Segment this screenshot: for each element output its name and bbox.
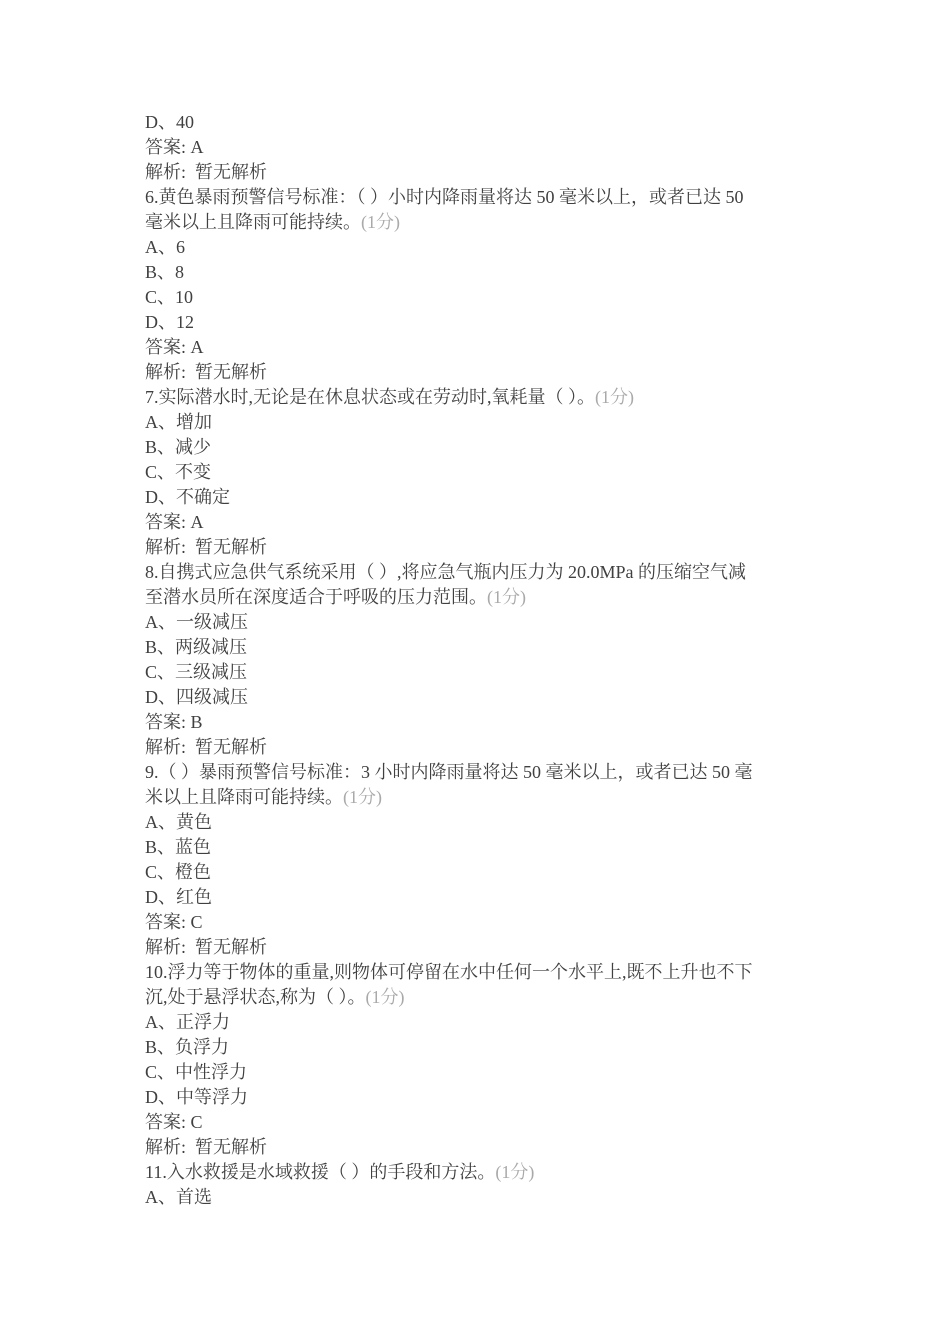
score-label: (1分) <box>487 587 526 607</box>
stem-text: 米以上且降雨可能持续。 <box>145 787 343 807</box>
score-label: (1分) <box>365 987 405 1007</box>
analysis-line: 解析: 暂无解析 <box>145 537 268 557</box>
option-line: D、中等浮力 <box>145 1087 248 1107</box>
stem-text: 9.（ ）暴雨预警信号标准：3 小时内降雨量将达 50 毫米以上，或者已达 50 毫 <box>145 762 753 782</box>
analysis-line: 解析: 暂无解析 <box>145 162 268 182</box>
option-line: D、四级减压 <box>145 687 248 707</box>
question-block-10 <box>145 960 835 1160</box>
question-stem-wrap <box>145 210 835 235</box>
stem-text: 11.入水救援是水域救援（ ）的手段和方法。 <box>145 1162 496 1182</box>
analysis-line: 解析: 暂无解析 <box>145 1137 268 1157</box>
question-block-8 <box>145 560 835 760</box>
stem-text: 至潜水员所在深度适合于呼吸的压力范围。 <box>145 587 487 607</box>
answer-line: 答案: B <box>145 712 203 732</box>
score-label: (1分) <box>595 387 634 407</box>
option-line: B、8 <box>145 262 185 282</box>
option-line: A、增加 <box>145 412 212 432</box>
option-line: A、首选 <box>145 1187 212 1207</box>
stem-text: 7.实际潜水时,无论是在休息状态或在劳动时,氧耗量（ ）。 <box>145 387 595 407</box>
question-stem-wrap <box>145 785 835 810</box>
score-label: (1分) <box>361 212 400 232</box>
option-line: A、一级减压 <box>145 612 248 632</box>
option-line: C、三级减压 <box>145 662 248 682</box>
question-stem <box>145 385 835 410</box>
question-block-11 <box>145 1160 835 1210</box>
option-line: A、6 <box>145 237 185 257</box>
option-line: B、蓝色 <box>145 837 212 857</box>
question-stem-wrap <box>145 985 835 1010</box>
answer-line: 答案: A <box>145 512 204 532</box>
option-line: D、不确定 <box>145 487 230 507</box>
stem-text: 10.浮力等于物体的重量,则物体可停留在水中任何一个水平上,既不上升也不下 <box>145 962 753 982</box>
option-line: B、负浮力 <box>145 1037 230 1057</box>
option-line: B、减少 <box>145 437 212 457</box>
analysis-line: 解析: 暂无解析 <box>145 937 268 957</box>
answer-line: 答案: C <box>145 1112 203 1132</box>
answer-line: 答案: A <box>145 137 204 157</box>
question-stem <box>145 560 835 585</box>
option-line: C、不变 <box>145 462 212 482</box>
score-label: (1分) <box>343 787 382 807</box>
question-stem <box>145 185 835 210</box>
question-block-7 <box>145 385 835 560</box>
option-line: D、12 <box>145 312 194 332</box>
option-line: A、正浮力 <box>145 1012 230 1032</box>
option-line: D、40 <box>145 112 194 132</box>
document-page <box>145 110 835 1210</box>
question-stem <box>145 1160 835 1185</box>
stem-text: 沉,处于悬浮状态,称为（ ）。 <box>145 987 366 1007</box>
answer-line: 答案: C <box>145 912 203 932</box>
option-line: A、黄色 <box>145 812 212 832</box>
stem-text: 8.自携式应急供气系统采用（ ）,将应急气瓶内压力为 20.0MPa 的压缩空气减 <box>145 562 747 582</box>
option-line: B、两级减压 <box>145 637 248 657</box>
analysis-line: 解析: 暂无解析 <box>145 737 268 757</box>
question-stem-wrap <box>145 585 835 610</box>
analysis-line: 解析: 暂无解析 <box>145 362 268 382</box>
option-line: C、10 <box>145 287 194 307</box>
stem-text: 6.黄色暴雨预警信号标准：（ ）小时内降雨量将达 50 毫米以上，或者已达 50 <box>145 187 744 207</box>
stem-text: 毫米以上且降雨可能持续。 <box>145 212 361 232</box>
question-block-5-tail <box>145 110 835 185</box>
answer-line: 答案: A <box>145 337 204 357</box>
question-block-9 <box>145 760 835 960</box>
question-stem <box>145 960 835 985</box>
question-stem <box>145 760 835 785</box>
option-line: C、中性浮力 <box>145 1062 248 1082</box>
option-line: C、橙色 <box>145 862 212 882</box>
option-line: D、红色 <box>145 887 212 907</box>
question-block-6 <box>145 185 835 385</box>
score-label: (1分) <box>495 1162 535 1182</box>
